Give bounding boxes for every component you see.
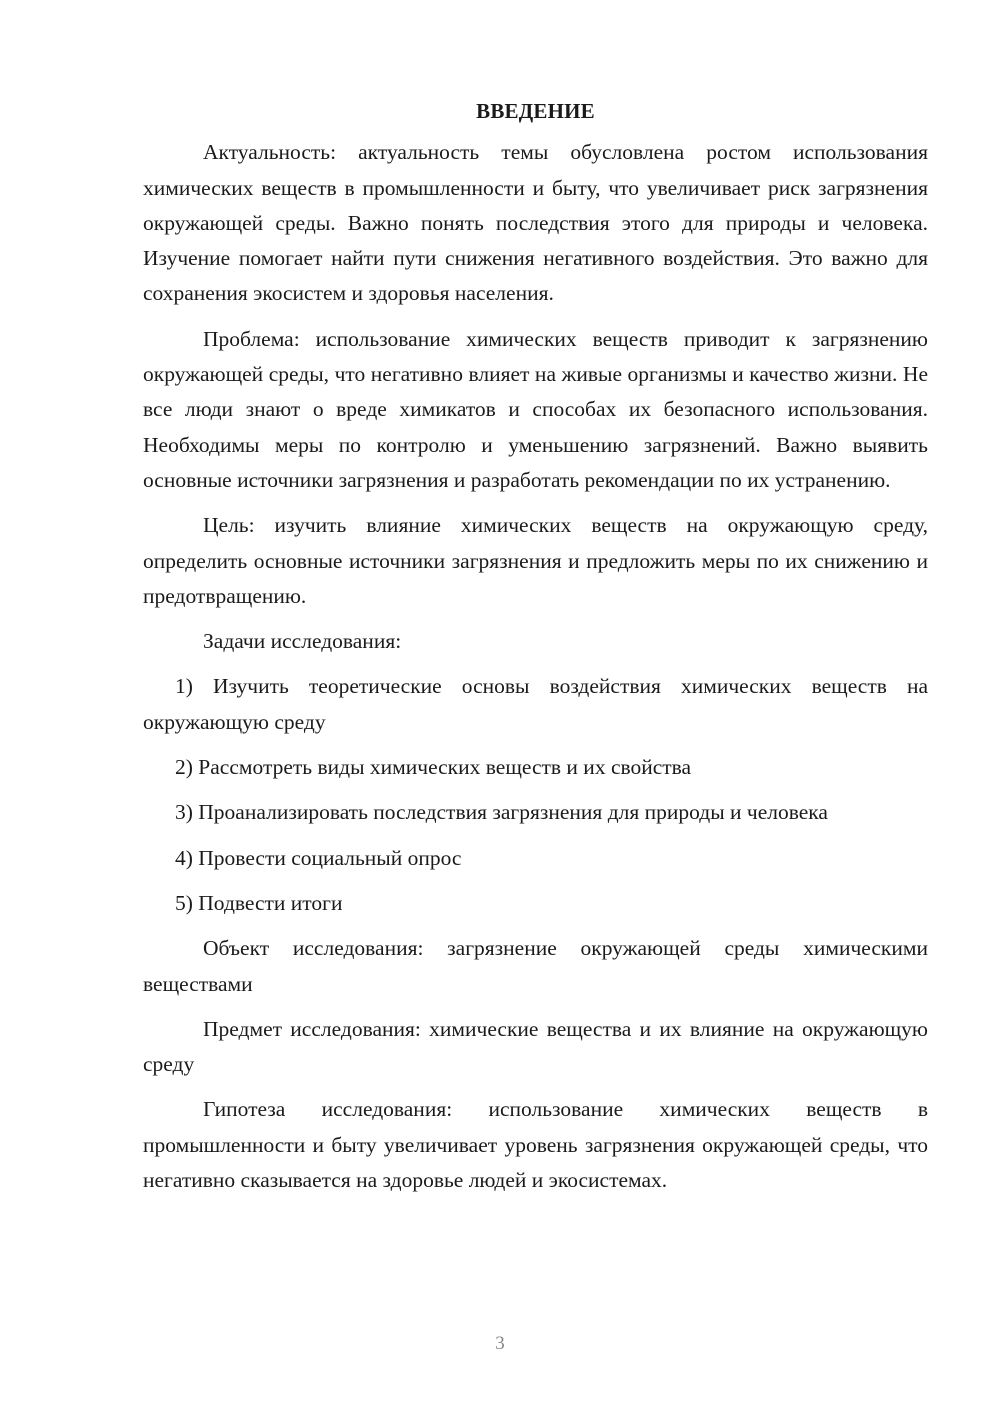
task-item-3: 3) Проанализировать последствия загрязнения для природы и человека xyxy=(175,800,828,825)
page-number: 3 xyxy=(495,1333,505,1354)
paragraph-object: Объект исследования: загрязнение окружающей среды химическими веществами xyxy=(143,936,928,996)
paragraph-goal: Цель: изучить влияние химических веществ на окружающую среду, определить основные источники загрязнения и предложить меры по их снижению и предотвращению. xyxy=(143,513,928,608)
task-item-4: 4) Провести социальный опрос xyxy=(175,845,462,870)
task-item-5: 5) Подвести итоги xyxy=(175,890,343,915)
paragraph-problem: Проблема: использование химических веществ приводит к загрязнению окружающей среды, что негативно влияет на живые организмы и качество жизни. Не все люди знают о вреде химикатов и способах их безопасного использования. Необходимы меры по контролю и уменьшению загрязнений. Важно выявить основные источники загрязнения и разработать рекомендации по их устранению. xyxy=(143,326,928,492)
paragraph-relevance: Актуальность: актуальность темы обусловлена ростом использования химических веществ в промышленности и быту, что увеличивает риск загрязнения окружающей среды. Важно понять последствия этого для природы и человека. Изучение помогает найти пути снижения негативного воздействия. Это важно для сохранения экосистем и здоровья населения. xyxy=(143,140,928,306)
paragraph-subject: Предмет исследования: химические вещества и их влияние на окружающую среду xyxy=(143,1016,928,1077)
section-title: ВВЕДЕНИЕ xyxy=(476,99,595,123)
paragraph-tasks-heading: Задачи исследования: xyxy=(203,629,402,654)
page-content xyxy=(143,94,928,1208)
task-item-1: 1) Изучить теоретические основы воздействия химических веществ на окружающую среду xyxy=(143,674,928,734)
paragraph-hypothesis: Гипотеза исследования: использование химических веществ в промышленности и быту увеличивает уровень загрязнения окружающей среды, что негативно сказывается на здоровье людей и экосистемах. xyxy=(143,1097,928,1193)
task-item-2: 2) Рассмотреть виды химических веществ и их свойства xyxy=(175,755,692,780)
